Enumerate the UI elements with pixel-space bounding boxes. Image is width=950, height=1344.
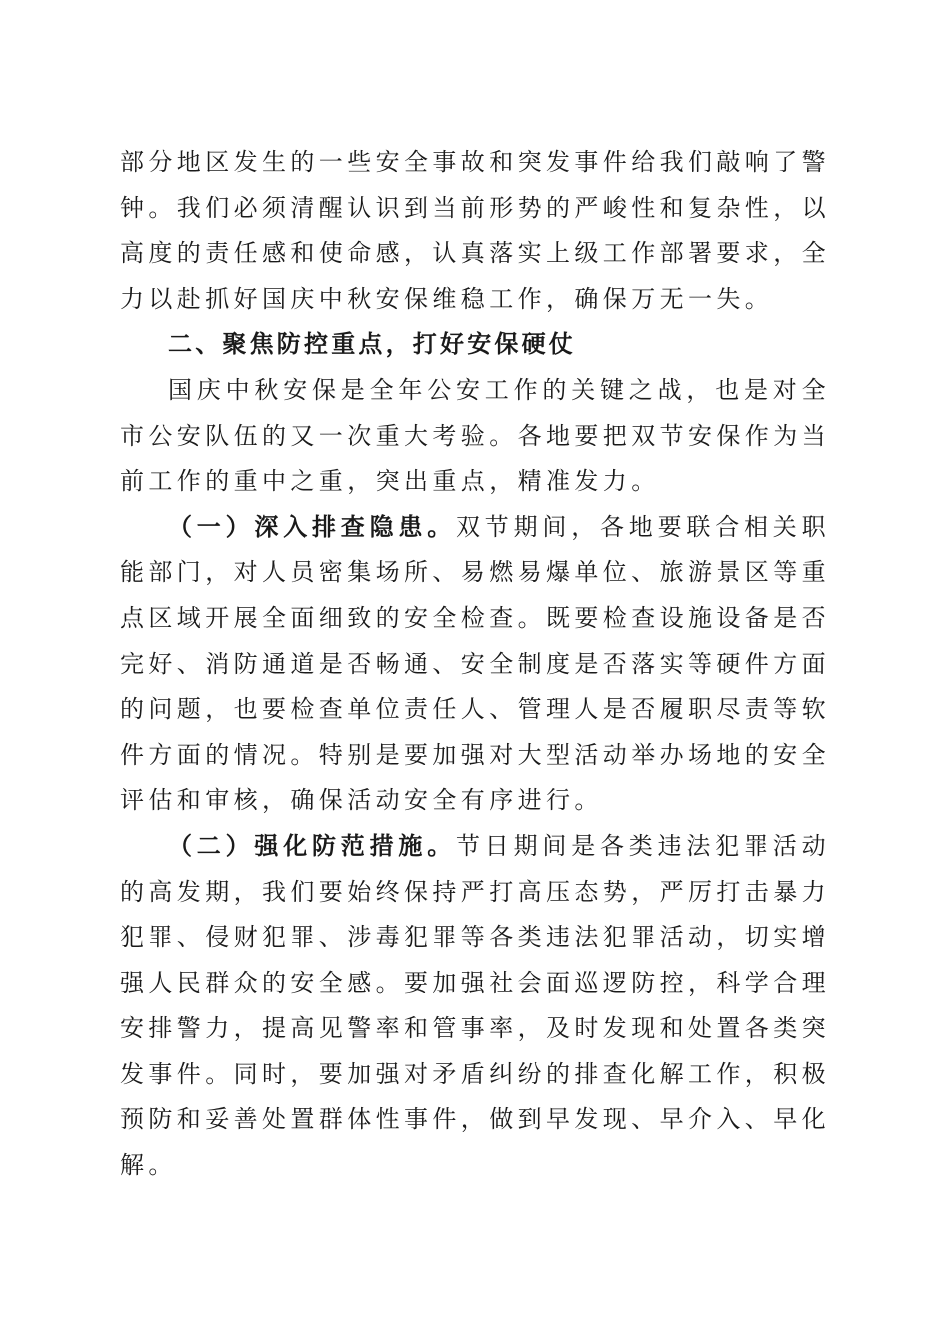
paragraph-2: 国庆中秋安保是全年公安工作的关键之战，也是对全市公安队伍的又一次重大考验。各地要把双节安保作为当前工作的重中之重，突出重点，精准发力。 bbox=[120, 375, 830, 496]
section-2-heading: 二、聚焦防控重点，打好安保硬仗 bbox=[168, 330, 576, 359]
subsection-2 bbox=[120, 824, 830, 1189]
document-body bbox=[120, 140, 830, 1189]
subsection-2-heading: （二）强化防范措施。 bbox=[168, 831, 456, 860]
subsection-1-heading: （一）深入排查隐患。 bbox=[168, 512, 456, 541]
subsection-1-body: 双节期间，各地要联合相关职能部门，对人员密集场所、易燃易爆单位、旅游景区等重点区域开展全面细致的安全检查。既要检查设施设备是否完好、消防通道是否畅通、安全制度是否落实等硬件方面的问题，也要检查单位责任人、管理人是否履职尽责等软件方面的情况。特别是要加强对大型活动举办场地的安全评估和审核，确保活动安全有序进行。 bbox=[120, 512, 830, 815]
subsection-2-body: 节日期间是各类违法犯罪活动的高发期，我们要始终保持严打高压态势，严厉打击暴力犯罪、侵财犯罪、涉毒犯罪等各类违法犯罪活动，切实增强人民群众的安全感。要加强社会面巡逻防控，科学合理安排警力，提高见警率和管事率，及时发现和处置各类突发事件。同时，要加强对矛盾纠纷的排查化解工作，积极预防和妥善处置群体性事件，做到早发现、早介入、早化解。 bbox=[120, 831, 830, 1180]
subsection-1 bbox=[120, 505, 830, 824]
paragraph-1: 部分地区发生的一些安全事故和突发事件给我们敲响了警钟。我们必须清醒认识到当前形势的严峻性和复杂性，以高度的责任感和使命感，认真落实上级工作部署要求，全力以赴抓好国庆中秋安保维稳工作，确保万无一失。 bbox=[120, 148, 830, 313]
